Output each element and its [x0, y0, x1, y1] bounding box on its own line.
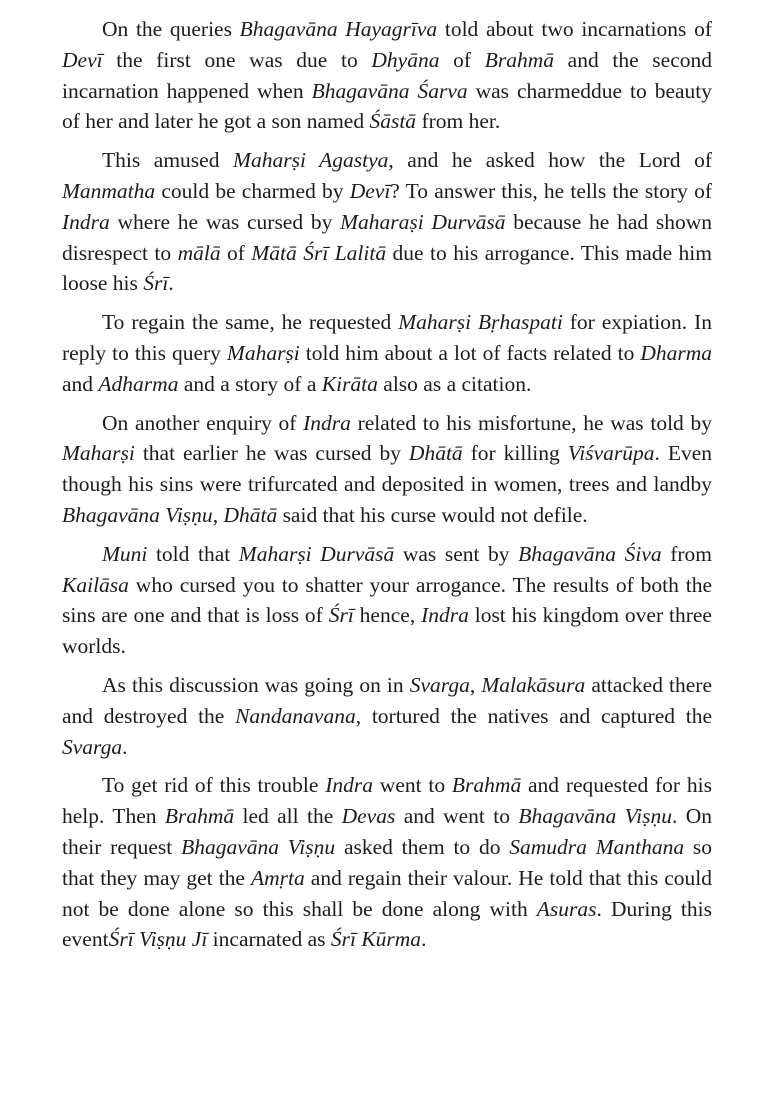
italic-term: Devī [62, 47, 103, 72]
text-run: also as a citation. [377, 371, 532, 396]
italic-term: Svarga [409, 672, 470, 697]
italic-term: Samudra Manthana [509, 834, 685, 859]
paragraph [62, 670, 712, 762]
italic-term: Viśvarūpa [567, 441, 655, 466]
italic-term: Śrī Kūrma [330, 927, 422, 952]
text-run: As this discussion was going on in [102, 672, 410, 697]
text-run: and requested for his help. Then [62, 773, 712, 829]
italic-term: Bhagavāna Viṣṇu [181, 834, 336, 859]
italic-term: Amṛta [251, 865, 305, 890]
text-run: where he was cursed by [109, 209, 341, 234]
text-run: the first one was due to [102, 47, 372, 72]
text-run: and regain their valour. He told that this could not be done alone so this shall be done along with [62, 865, 712, 921]
paragraph [62, 14, 712, 137]
italic-term: Dhyāna [371, 47, 440, 72]
italic-term: Maharṣi Durvāsā [238, 541, 395, 566]
text-run: and went to [395, 804, 519, 829]
text-run: On the queries [102, 17, 240, 41]
italic-term: Kailāsa [62, 572, 129, 597]
text-run: so that they may get the [62, 834, 712, 890]
text-run: incarnated as [207, 927, 331, 952]
italic-term: Kirāta [321, 371, 378, 396]
italic-term: Brahmā [484, 47, 554, 72]
text-run: related to his misfortune, he was told by [350, 410, 712, 435]
text-run: . [421, 927, 427, 952]
text-run: told him about a lot of facts related to [299, 340, 641, 365]
italic-term: Bhagavāna Śiva [518, 541, 662, 566]
paragraph [62, 408, 712, 531]
text-run: , tortured the natives and captured the [355, 703, 712, 728]
text-run: ? To answer this, he tells the story of [390, 178, 712, 203]
text-run: said that his curse would not defile. [277, 502, 588, 527]
text-run: of [220, 240, 252, 265]
italic-term: Adharma [98, 371, 179, 396]
text-run: To regain the same, he requested [102, 310, 399, 335]
text-run: This amused [102, 148, 234, 173]
text-run: for expiation. In reply to this query [62, 310, 712, 365]
italic-term: Dhātā [408, 441, 463, 466]
italic-term: Maharaṣi Durvāsā [340, 209, 506, 234]
text-run: . [168, 271, 174, 296]
text-run: . [122, 734, 128, 759]
text-run: and a story of a [178, 371, 322, 396]
text-run: attacked there and destroyed the [62, 672, 713, 728]
text-run: and [62, 371, 99, 396]
italic-term: Dhātā [223, 502, 278, 527]
italic-term: Svarga [62, 734, 123, 759]
text-run: , [469, 672, 482, 697]
paragraph [62, 539, 712, 662]
text-run: was sent by [394, 541, 519, 566]
italic-term: Śrī Viṣṇu Jī [108, 927, 208, 952]
italic-term: Maharṣi Agastya [233, 148, 389, 173]
text-run: from [661, 541, 713, 566]
text-run: because he had shown disrespect to [62, 209, 712, 265]
text-run: . Even though his sins were trifurcated and deposited in women, trees and landby [62, 441, 712, 497]
italic-term: Indra [62, 209, 110, 234]
paragraph [62, 307, 712, 399]
document-page [62, 14, 712, 963]
text-run: To get rid of this trouble [102, 773, 326, 798]
italic-term: Brahmā [451, 773, 522, 798]
italic-term: Bhagavāna Viṣṇu [62, 502, 213, 527]
italic-term: Indra [421, 603, 469, 628]
text-run: of [439, 47, 485, 72]
italic-term: Manmatha [62, 178, 156, 203]
text-run: due to his arrogance. This made him loose his [62, 240, 712, 296]
italic-term: Muni [102, 541, 148, 566]
text-run: told about two incarnations of [437, 17, 712, 41]
italic-term: Malakāsura [481, 672, 586, 697]
italic-term: Maharṣi Bṛhaspati [398, 310, 563, 335]
text-run: and the second incarnation happened when [62, 47, 712, 103]
italic-term: Śrī [143, 271, 169, 296]
paragraph [62, 145, 712, 299]
text-run: led all the [234, 804, 342, 829]
italic-term: Bhagavāna Viṣṇu [518, 804, 672, 829]
text-run: , and he asked how the Lord of [388, 148, 712, 173]
italic-term: Śāstā [369, 109, 417, 134]
italic-term: Dharma [640, 340, 712, 365]
italic-term: Indra [303, 410, 351, 435]
italic-term: Bhagavāna Śarva [311, 78, 468, 103]
italic-term: mālā [177, 240, 221, 265]
italic-term: Śrī [328, 603, 354, 628]
text-run: asked them to do [335, 834, 510, 859]
text-run: that earlier he was cursed by [134, 441, 409, 466]
text-run: who cursed you to shatter your arrogance. The results of both the sins are one and that is loss of [62, 572, 712, 628]
text-run: . During this event [62, 896, 712, 952]
text-run: was charmeddue to beauty of her and later he got a son named [62, 78, 713, 134]
text-run: for killing [462, 441, 568, 466]
italic-term: Devas [341, 804, 396, 829]
italic-term: Maharṣi [226, 340, 300, 365]
italic-term: Asuras [536, 896, 597, 921]
text-run: lost his kingdom over three worlds. [62, 603, 712, 659]
text-run: went to [373, 773, 452, 798]
italic-term: Brahmā [164, 804, 235, 829]
italic-term: Maharṣi [62, 441, 135, 466]
italic-term: Nandanavana [235, 703, 356, 728]
italic-term: Indra [325, 773, 373, 798]
italic-term: Mātā Śrī Lalitā [251, 240, 387, 265]
italic-term: Bhagavāna Hayagrīva [239, 17, 438, 41]
text-run: hence, [353, 603, 422, 628]
paragraph [62, 770, 712, 955]
text-run: told that [147, 541, 239, 566]
text-run: On another enquiry of [102, 410, 304, 435]
text-run: from her. [416, 109, 501, 134]
italic-term: Devī [349, 178, 391, 203]
text-run: . On their request [62, 804, 713, 859]
text-run: could be charmed by [155, 178, 350, 203]
text-run: , [212, 502, 224, 527]
